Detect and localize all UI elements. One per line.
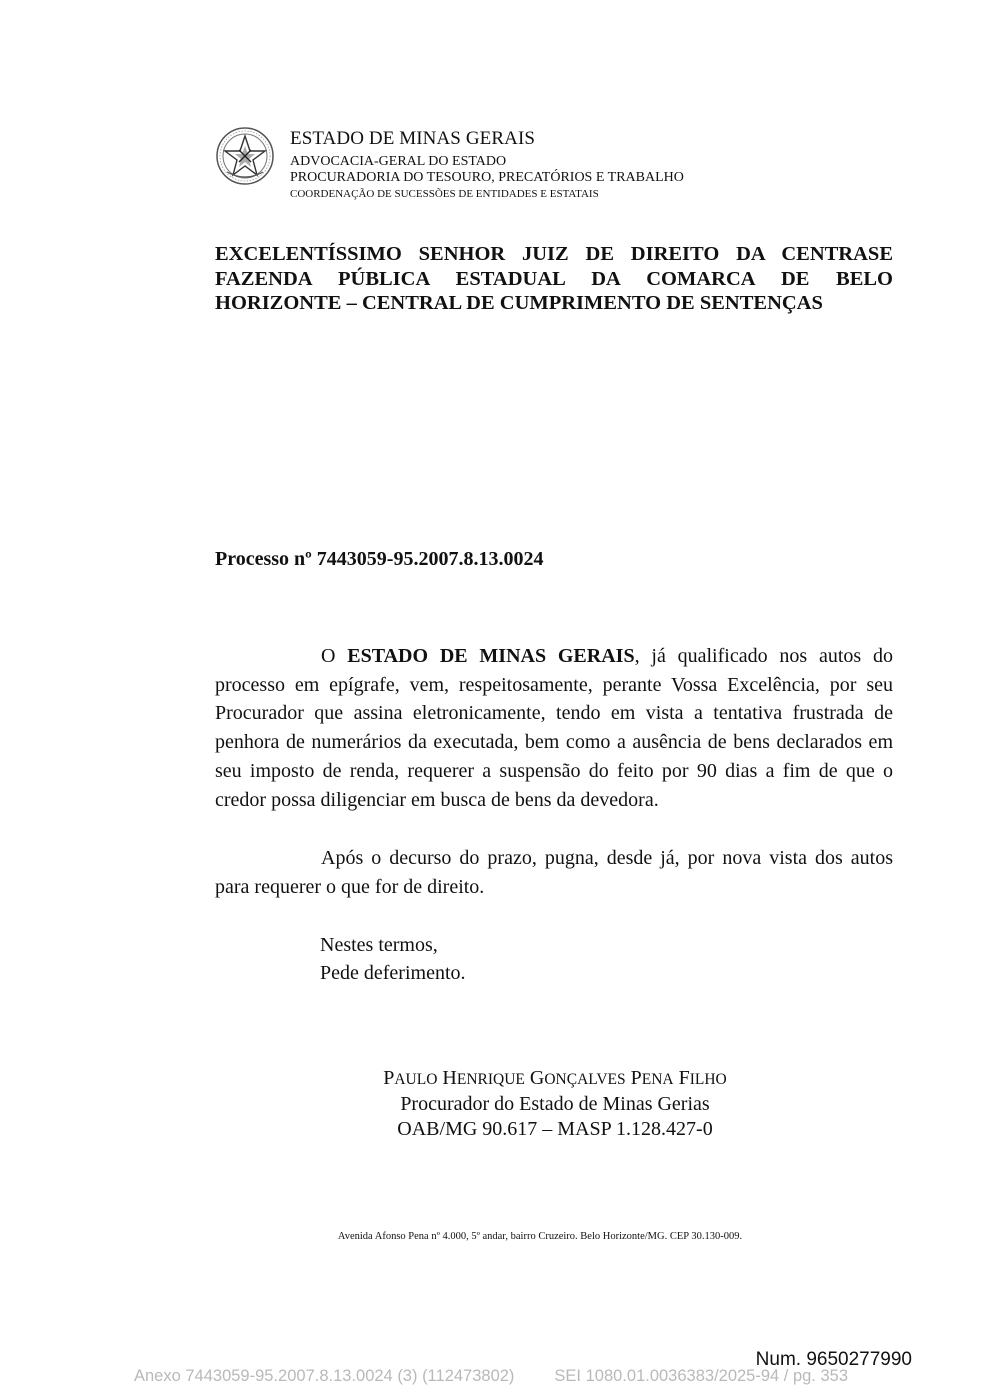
signature-block [300, 1066, 810, 1142]
signatory-name [300, 1066, 810, 1092]
annex-reference: Anexo 7443059-95.2007.8.13.0024 (3) (112473802) [134, 1367, 515, 1385]
p1-rest: , já qualificado nos autos do processo em epígrafe, vem, respeitosamente, perante Vossa Excelência, por seu Procurador que assina eletronicamente, tendo em vista a tentativa frustrada de penhora de numerários da executada, bem como a ausência de bens declarados em seu imposto de renda, requerer a suspensão do feito por 90 dias a fim de que o credor possa diligenciar em busca de bens da devedora. [215, 645, 893, 811]
letterhead-state: ESTADO DE MINAS GERAIS [290, 128, 536, 149]
signatory-ids: OAB/MG 90.617 – MASP 1.128.427-0 [397, 1118, 713, 1140]
signatory-title: Procurador do Estado de Minas Gerias [400, 1093, 710, 1115]
footer-address: Avenida Afonso Pena nº 4.000, 5º andar, bairro Cruzeiro. Belo Horizonte/MG. CEP 30.130-009. [337, 1231, 743, 1242]
signatory-name-text: PAULO HENRIQUE GONÇALVES PENA FILHO [383, 1067, 727, 1089]
addressee-block [215, 242, 893, 316]
letterhead-coordination: COORDENAÇÃO DE SUCESSÕES DE ENTIDADES E ESTATAIS [290, 188, 599, 201]
p1-bold-party: ESTADO DE MINAS GERAIS [347, 645, 635, 667]
letterhead-department: PROCURADORIA DO TESOURO, PRECATÓRIOS E TRABALHO [290, 169, 684, 185]
addressee-line-2: FAZENDA PÚBLICA ESTADUAL DA COMARCA DE BELO [215, 267, 893, 290]
closing-line-2: Pede deferimento. [320, 962, 466, 984]
document-number-stamp: Num. 9650277990 [755, 1349, 912, 1370]
p2-text: Após o decurso do prazo, pugna, desde já, por nova vista dos autos para requerer o que for de direito. [215, 847, 893, 898]
body-paragraph-1 [215, 642, 893, 814]
process-number: Processo nº 7443059-95.2007.8.13.0024 [215, 548, 544, 570]
addressee-line-3: HORIZONTE – CENTRAL DE CUMPRIMENTO DE SENTENÇAS [215, 292, 823, 314]
annex-stamp [134, 1367, 848, 1386]
addressee-line-1: EXCELENTÍSSIMO SENHOR JUIZ DE DIREITO DA CENTRASE [215, 243, 893, 265]
body-paragraph-2 [215, 844, 893, 901]
closing-block [320, 931, 466, 987]
state-coat-of-arms-icon [215, 126, 275, 186]
closing-line-1: Nestes termos, [320, 934, 438, 956]
p1-prefix: O [321, 645, 348, 667]
sei-reference: SEI 1080.01.0036383/2025-94 / pg. 353 [554, 1367, 849, 1385]
letterhead-agency: ADVOCACIA-GERAL DO ESTADO [290, 153, 507, 169]
letterhead [290, 128, 890, 201]
